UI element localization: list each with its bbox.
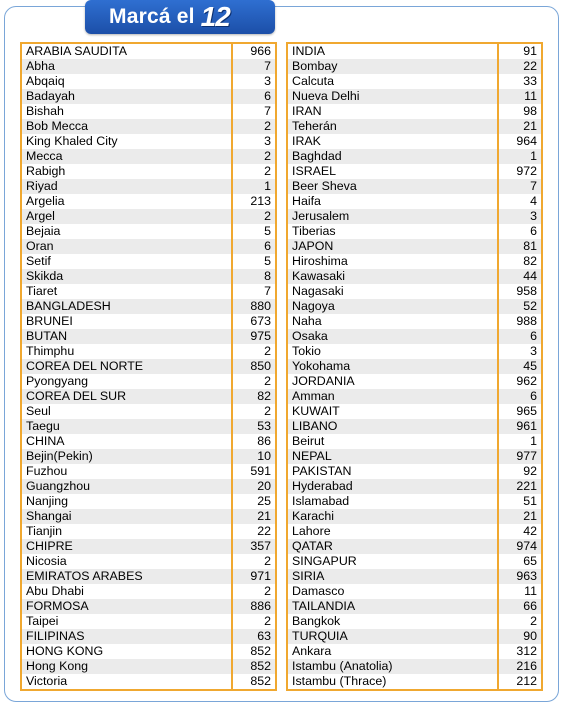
- table-row: [288, 584, 541, 599]
- dial-code: 2: [498, 614, 541, 629]
- dial-code: 850: [232, 359, 275, 374]
- table-row: [288, 404, 541, 419]
- location-name: Jerusalem: [288, 209, 498, 224]
- location-name: IRAK: [288, 134, 498, 149]
- table-row: [22, 314, 275, 329]
- table-row: [288, 389, 541, 404]
- dial-code: 3: [498, 344, 541, 359]
- location-name: Tokio: [288, 344, 498, 359]
- location-name: BRUNEI: [22, 314, 232, 329]
- location-name: Argelia: [22, 194, 232, 209]
- dial-code: 6: [498, 329, 541, 344]
- table-row: [288, 419, 541, 434]
- dial-code: 1: [232, 179, 275, 194]
- dial-code: 63: [232, 629, 275, 644]
- location-name: Riyad: [22, 179, 232, 194]
- table-row: [22, 344, 275, 359]
- table-row: [288, 119, 541, 134]
- location-name: Skikda: [22, 269, 232, 284]
- table-row: [288, 314, 541, 329]
- dial-code: 972: [498, 164, 541, 179]
- dial-code: 7: [232, 284, 275, 299]
- table-row: [22, 629, 275, 644]
- dial-code: 21: [498, 509, 541, 524]
- table-row: [22, 299, 275, 314]
- location-name: Naha: [288, 314, 498, 329]
- table-row: [288, 434, 541, 449]
- table-row: [288, 659, 541, 674]
- dial-code: 11: [498, 584, 541, 599]
- dial-code: 958: [498, 284, 541, 299]
- location-name: QATAR: [288, 539, 498, 554]
- location-name: Haifa: [288, 194, 498, 209]
- location-name: Abu Dhabi: [22, 584, 232, 599]
- location-name: Tianjin: [22, 524, 232, 539]
- dial-code: 221: [498, 479, 541, 494]
- table-row: [22, 539, 275, 554]
- location-name: Shangai: [22, 509, 232, 524]
- right-code-table: [286, 42, 543, 691]
- location-name: Pyongyang: [22, 374, 232, 389]
- table-row: [288, 74, 541, 89]
- table-row: [288, 254, 541, 269]
- table-row: [22, 194, 275, 209]
- table-row: [288, 194, 541, 209]
- table-row: [288, 479, 541, 494]
- dial-code: 216: [498, 659, 541, 674]
- table-row: [288, 644, 541, 659]
- location-name: Nagoya: [288, 299, 498, 314]
- dial-code: 51: [498, 494, 541, 509]
- table-row: [288, 134, 541, 149]
- location-name: Badayah: [22, 89, 232, 104]
- table-row: [288, 224, 541, 239]
- location-name: Taegu: [22, 419, 232, 434]
- dial-code: 213: [232, 194, 275, 209]
- header-tab: [85, 0, 275, 34]
- table-row: [288, 149, 541, 164]
- location-name: PAKISTAN: [288, 464, 498, 479]
- location-name: Calcuta: [288, 74, 498, 89]
- dial-code: 6: [498, 389, 541, 404]
- table-row: [288, 239, 541, 254]
- table-row: [22, 569, 275, 584]
- location-name: Nicosia: [22, 554, 232, 569]
- table-row: [22, 284, 275, 299]
- location-name: Argel: [22, 209, 232, 224]
- table-row: [22, 434, 275, 449]
- dial-code: 966: [232, 44, 275, 59]
- location-name: COREA DEL SUR: [22, 389, 232, 404]
- dial-code: 33: [498, 74, 541, 89]
- table-row: [288, 509, 541, 524]
- table-row: [288, 89, 541, 104]
- table-row: [288, 284, 541, 299]
- dial-code: 22: [232, 524, 275, 539]
- table-row: [288, 524, 541, 539]
- dial-code: 92: [498, 464, 541, 479]
- dial-code: 7: [232, 104, 275, 119]
- location-name: EMIRATOS ARABES: [22, 569, 232, 584]
- table-row: [22, 104, 275, 119]
- dial-code: 3: [498, 209, 541, 224]
- location-name: Istambu (Thrace): [288, 674, 498, 689]
- location-name: FILIPINAS: [22, 629, 232, 644]
- location-name: Ankara: [288, 644, 498, 659]
- dial-code: 2: [232, 614, 275, 629]
- location-name: Oran: [22, 239, 232, 254]
- dial-code: 10: [232, 449, 275, 464]
- dial-code: 6: [232, 89, 275, 104]
- table-row: [22, 614, 275, 629]
- location-name: Hong Kong: [22, 659, 232, 674]
- location-name: Bombay: [288, 59, 498, 74]
- location-name: Bejaia: [22, 224, 232, 239]
- table-row: [288, 554, 541, 569]
- location-name: INDIA: [288, 44, 498, 59]
- table-row: [288, 599, 541, 614]
- table-row: [288, 569, 541, 584]
- table-row: [22, 179, 275, 194]
- location-name: BUTAN: [22, 329, 232, 344]
- location-name: Bob Mecca: [22, 119, 232, 134]
- location-name: COREA DEL NORTE: [22, 359, 232, 374]
- location-name: ARABIA SAUDITA: [22, 44, 232, 59]
- dial-code: 357: [232, 539, 275, 554]
- dial-code: 886: [232, 599, 275, 614]
- left-code-table: [20, 42, 277, 691]
- table-row: [22, 389, 275, 404]
- dial-code: 1: [498, 149, 541, 164]
- table-row: [288, 269, 541, 284]
- location-name: KUWAIT: [288, 404, 498, 419]
- location-name: SINGAPUR: [288, 554, 498, 569]
- table-row: [22, 494, 275, 509]
- dial-code: 6: [232, 239, 275, 254]
- location-name: JAPON: [288, 239, 498, 254]
- location-name: Rabigh: [22, 164, 232, 179]
- table-row: [288, 179, 541, 194]
- dial-code: 2: [232, 164, 275, 179]
- dial-code: 86: [232, 434, 275, 449]
- dial-code: 2: [232, 404, 275, 419]
- table-row: [22, 209, 275, 224]
- table-row: [288, 329, 541, 344]
- dial-code: 591: [232, 464, 275, 479]
- dial-code: 21: [498, 119, 541, 134]
- dial-code: 81: [498, 239, 541, 254]
- dial-code: 852: [232, 659, 275, 674]
- location-name: Yokohama: [288, 359, 498, 374]
- dial-code: 3: [232, 74, 275, 89]
- location-name: JORDANIA: [288, 374, 498, 389]
- location-name: TAILANDIA: [288, 599, 498, 614]
- table-row: [288, 299, 541, 314]
- dial-code: 5: [232, 224, 275, 239]
- location-name: BANGLADESH: [22, 299, 232, 314]
- location-name: SIRIA: [288, 569, 498, 584]
- dial-code: 44: [498, 269, 541, 284]
- table-row: [22, 149, 275, 164]
- location-name: Victoria: [22, 674, 232, 689]
- table-row: [22, 224, 275, 239]
- dial-code: 52: [498, 299, 541, 314]
- dial-code: 11: [498, 89, 541, 104]
- location-name: Damasco: [288, 584, 498, 599]
- dial-code: 961: [498, 419, 541, 434]
- dial-code: 82: [498, 254, 541, 269]
- table-row: [288, 164, 541, 179]
- dial-code: 975: [232, 329, 275, 344]
- location-name: Hyderabad: [288, 479, 498, 494]
- dial-code: 962: [498, 374, 541, 389]
- dial-code: 4: [498, 194, 541, 209]
- table-row: [22, 524, 275, 539]
- dial-code: 5: [232, 254, 275, 269]
- table-row: [22, 269, 275, 284]
- dial-code: 25: [232, 494, 275, 509]
- table-row: [22, 404, 275, 419]
- dial-code: 852: [232, 674, 275, 689]
- table-row: [288, 629, 541, 644]
- dial-code: 988: [498, 314, 541, 329]
- table-row: [22, 74, 275, 89]
- table-row: [22, 554, 275, 569]
- dial-code: 42: [498, 524, 541, 539]
- dial-code: 673: [232, 314, 275, 329]
- location-name: Lahore: [288, 524, 498, 539]
- dial-code: 53: [232, 419, 275, 434]
- location-name: IRAN: [288, 104, 498, 119]
- header-number: 12: [200, 1, 230, 32]
- dial-code: 6: [498, 224, 541, 239]
- table-row: [288, 59, 541, 74]
- dial-code: 2: [232, 149, 275, 164]
- location-name: TURQUIA: [288, 629, 498, 644]
- dial-code: 974: [498, 539, 541, 554]
- location-name: Karachi: [288, 509, 498, 524]
- dial-code: 212: [498, 674, 541, 689]
- table-row: [288, 494, 541, 509]
- location-name: Fuzhou: [22, 464, 232, 479]
- location-name: Bangkok: [288, 614, 498, 629]
- table-row: [22, 44, 275, 59]
- dial-code: 22: [498, 59, 541, 74]
- dial-code: 21: [232, 509, 275, 524]
- location-name: Taipei: [22, 614, 232, 629]
- table-row: [22, 359, 275, 374]
- table-row: [22, 449, 275, 464]
- dial-code: 964: [498, 134, 541, 149]
- location-name: King Khaled City: [22, 134, 232, 149]
- table-row: [288, 539, 541, 554]
- dial-code: 45: [498, 359, 541, 374]
- dial-code: 66: [498, 599, 541, 614]
- table-row: [22, 464, 275, 479]
- table-row: [22, 599, 275, 614]
- dial-code: 971: [232, 569, 275, 584]
- dial-code: 2: [232, 209, 275, 224]
- table-row: [22, 509, 275, 524]
- location-name: Kawasaki: [288, 269, 498, 284]
- dial-code: 8: [232, 269, 275, 284]
- location-name: Tiaret: [22, 284, 232, 299]
- table-row: [22, 89, 275, 104]
- dial-code: 3: [232, 134, 275, 149]
- dial-code: 20: [232, 479, 275, 494]
- dial-code: 963: [498, 569, 541, 584]
- table-row: [22, 374, 275, 389]
- table-row: [288, 104, 541, 119]
- location-name: Islamabad: [288, 494, 498, 509]
- location-name: LIBANO: [288, 419, 498, 434]
- header-title: Marcá el: [109, 5, 195, 28]
- location-name: Bishah: [22, 104, 232, 119]
- dial-code: 977: [498, 449, 541, 464]
- table-row: [288, 359, 541, 374]
- location-name: Amman: [288, 389, 498, 404]
- dial-code: 7: [498, 179, 541, 194]
- table-row: [22, 584, 275, 599]
- location-name: NEPAL: [288, 449, 498, 464]
- table-row: [22, 419, 275, 434]
- location-name: Bejin(Pekin): [22, 449, 232, 464]
- location-name: Hiroshima: [288, 254, 498, 269]
- dial-code: 91: [498, 44, 541, 59]
- table-row: [22, 254, 275, 269]
- location-name: Abha: [22, 59, 232, 74]
- dial-code: 2: [232, 344, 275, 359]
- table-row: [22, 659, 275, 674]
- location-name: Thimphu: [22, 344, 232, 359]
- dial-code: 965: [498, 404, 541, 419]
- dial-code: 2: [232, 374, 275, 389]
- location-name: Beer Sheva: [288, 179, 498, 194]
- table-row: [22, 674, 275, 689]
- table-row: [288, 209, 541, 224]
- location-name: Nueva Delhi: [288, 89, 498, 104]
- location-name: Beirut: [288, 434, 498, 449]
- table-row: [288, 614, 541, 629]
- dial-code: 2: [232, 119, 275, 134]
- dial-code: 312: [498, 644, 541, 659]
- dial-code: 82: [232, 389, 275, 404]
- location-name: Teherán: [288, 119, 498, 134]
- table-row: [288, 449, 541, 464]
- location-name: Baghdad: [288, 149, 498, 164]
- dial-code: 1: [498, 434, 541, 449]
- table-row: [22, 59, 275, 74]
- location-name: Guangzhou: [22, 479, 232, 494]
- table-row: [288, 464, 541, 479]
- dial-code: 98: [498, 104, 541, 119]
- table-row: [22, 134, 275, 149]
- location-name: Osaka: [288, 329, 498, 344]
- location-name: Nagasaki: [288, 284, 498, 299]
- dial-code: 7: [232, 59, 275, 74]
- location-name: Tiberias: [288, 224, 498, 239]
- table-row: [22, 479, 275, 494]
- dial-code: 90: [498, 629, 541, 644]
- table-row: [22, 644, 275, 659]
- table-row: [22, 239, 275, 254]
- location-name: Nanjing: [22, 494, 232, 509]
- table-row: [288, 374, 541, 389]
- dial-code: 880: [232, 299, 275, 314]
- dial-code: 2: [232, 554, 275, 569]
- location-name: ISRAEL: [288, 164, 498, 179]
- table-row: [288, 674, 541, 689]
- dial-code: 852: [232, 644, 275, 659]
- table-row: [22, 329, 275, 344]
- location-name: HONG KONG: [22, 644, 232, 659]
- location-name: CHINA: [22, 434, 232, 449]
- location-name: FORMOSA: [22, 599, 232, 614]
- dial-code: 65: [498, 554, 541, 569]
- location-name: Istambu (Anatolia): [288, 659, 498, 674]
- location-name: Seul: [22, 404, 232, 419]
- location-name: CHIPRE: [22, 539, 232, 554]
- dial-code: 2: [232, 584, 275, 599]
- table-row: [288, 344, 541, 359]
- location-name: Mecca: [22, 149, 232, 164]
- table-row: [22, 119, 275, 134]
- location-name: Abqaiq: [22, 74, 232, 89]
- location-name: Setif: [22, 254, 232, 269]
- table-row: [22, 164, 275, 179]
- table-row: [288, 44, 541, 59]
